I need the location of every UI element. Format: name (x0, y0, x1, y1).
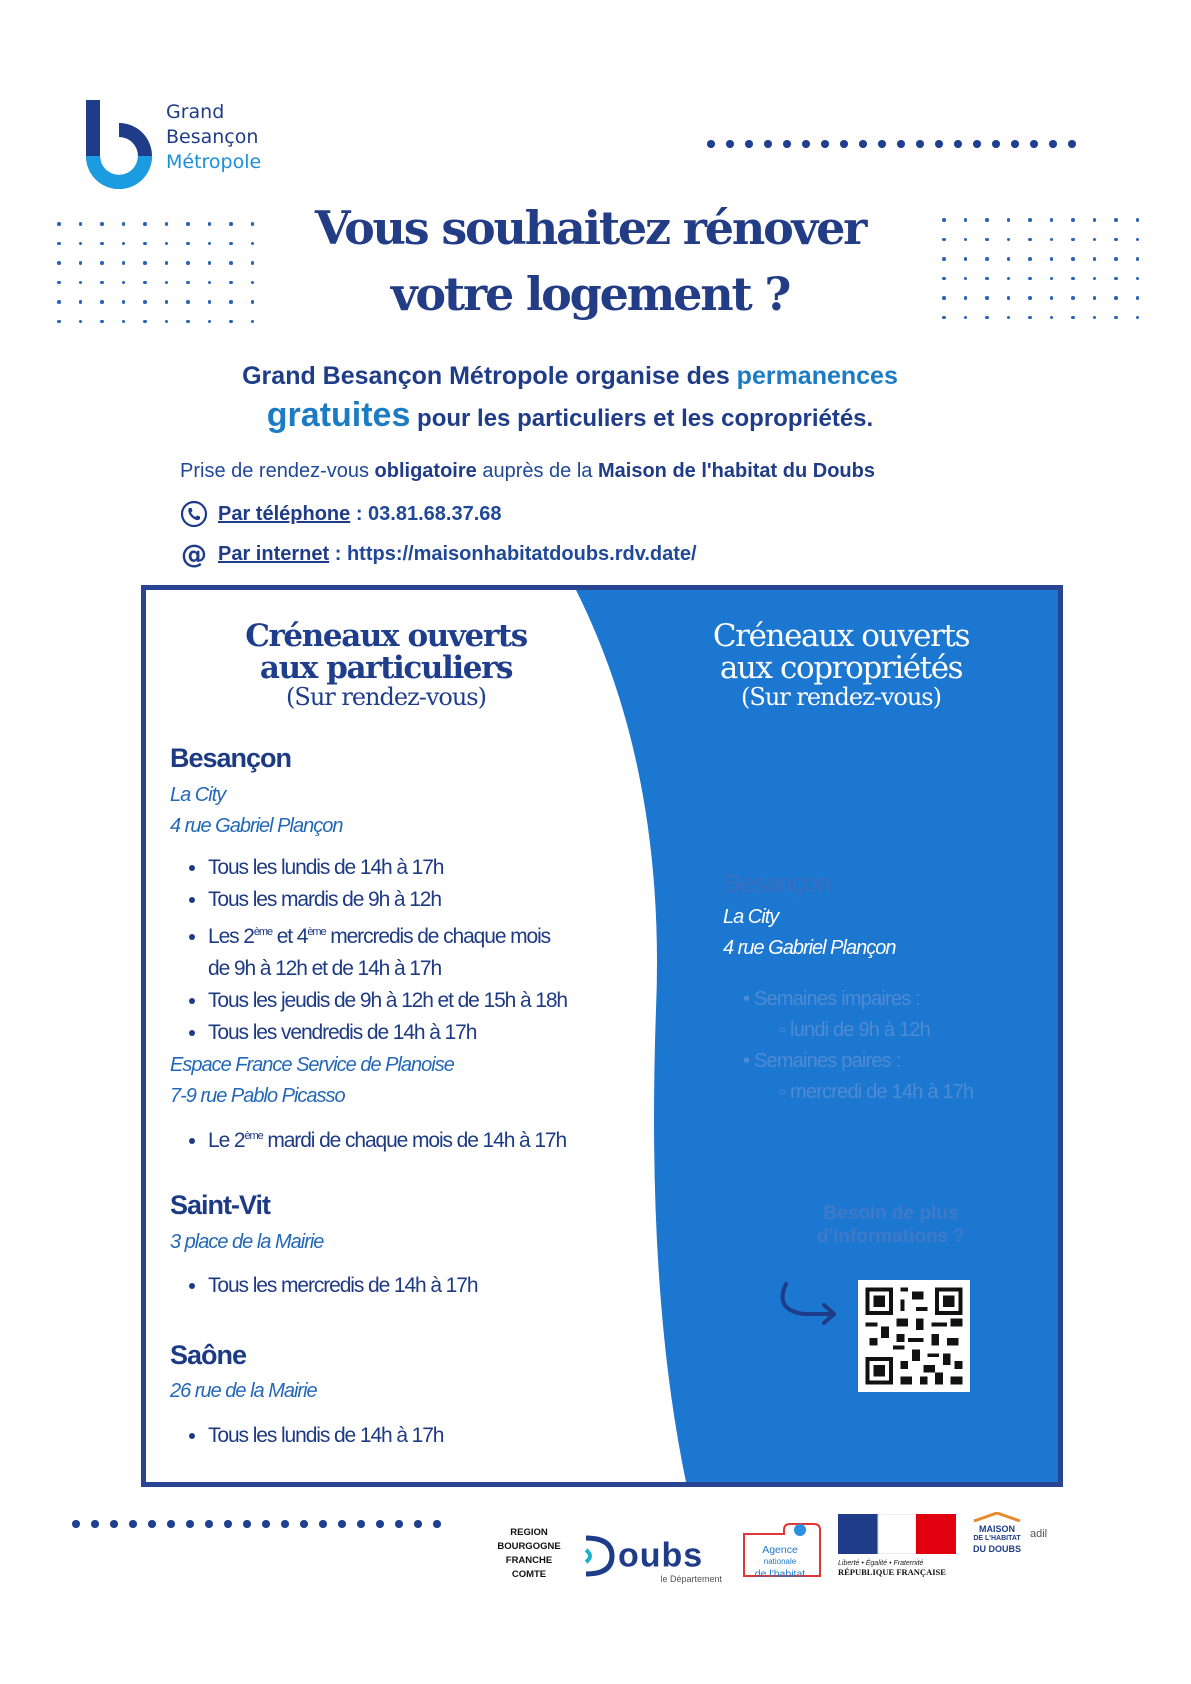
phone-number-link[interactable]: 03.81.68.37.68 (368, 502, 502, 525)
mhd-line-2: DE L'HABITAT (973, 1535, 1021, 1542)
copro-even-weeks: • Semaines paires : (743, 1050, 901, 1072)
rf-motto: Liberté • Égalité • Fraternité (838, 1560, 924, 1567)
schedule-panel (141, 585, 1063, 1487)
schedule-item: • Tous les mercredis de 14h à 17h (208, 1270, 477, 1302)
rf-name: RÉPUBLIQUE FRANÇAISE (838, 1567, 946, 1577)
adil-logo: adil (1030, 1528, 1048, 1540)
venue-planoise-name: Espace France Service de Planoise (170, 1054, 454, 1076)
mhd-line-3: DU DOUBS (972, 1544, 1021, 1554)
city-besancon: Besançon (170, 743, 292, 773)
schedule-la-city (186, 852, 567, 1049)
coproprietes-heading (651, 620, 1031, 711)
wed-text-a: Les 2 (208, 925, 254, 948)
rdv-text-mid: auprès de la (476, 460, 598, 482)
planoise-text-a: Le 2 (208, 1129, 245, 1152)
schedule-item: • Tous les jeudis de 9h à 12h et de 15h à 18h (208, 985, 567, 1017)
intro-gratuites: gratuites (266, 396, 411, 434)
phone-label: Par téléphone (218, 502, 351, 525)
schedule-item: • Tous les lundis de 14h à 17h (208, 852, 567, 884)
curved-arrow-icon (774, 1280, 844, 1330)
wed-text-b: et 4 (271, 925, 308, 948)
venue-la-city (170, 780, 342, 842)
planoise-text-b: mardi de chaque mois de 14h à 17h (262, 1129, 567, 1152)
decorative-dot-row-top (707, 140, 1076, 148)
city-saone: Saône (170, 1340, 247, 1370)
appointment-notice (180, 460, 875, 483)
wed-sup-2: ème (307, 926, 326, 938)
doubs-text: oubs (618, 1536, 704, 1575)
more-info-line-2: d'informations ? (816, 1226, 966, 1247)
intro-text-end: pour les particuliers et les copropriétés. (410, 405, 874, 432)
phone-icon (180, 500, 208, 528)
particuliers-subtitle: (Sur rendez-vous) (286, 683, 486, 711)
anah-line-2: nationale (763, 1557, 797, 1566)
coproprietes-title-1: Créneaux ouverts (712, 618, 970, 654)
rdv-organisation: Maison de l'habitat du Doubs (597, 460, 875, 482)
even-weeks-label: Semaines paires : (753, 1050, 901, 1072)
contact-web (180, 540, 697, 568)
booking-website-link[interactable]: https://maisonhabitatdoubs.rdv.date/ (346, 542, 697, 565)
copro-schedule (743, 984, 973, 1108)
grand-besancon-logo-mark (86, 100, 152, 190)
schedule-item-wednesday (208, 916, 567, 985)
particuliers-heading (226, 620, 546, 711)
schedule-item: • Tous les vendredis de 14h à 17h (208, 1017, 567, 1049)
intro-permanences: permanences (736, 362, 898, 390)
title-line-2: votre logement ? (390, 267, 790, 321)
venue-planoise-address: 7-9 rue Pablo Picasso (170, 1085, 345, 1107)
mhd-line-1: MAISON (979, 1524, 1015, 1534)
particuliers-title-1: Créneaux ouverts (245, 618, 527, 654)
grand-besancon-logo-text (166, 100, 261, 175)
marianne-flag-icon (838, 1514, 956, 1554)
venue-la-city-name: La City (170, 784, 226, 806)
doubs-departement-logo (582, 1534, 722, 1584)
rdv-text: Prise de rendez-vous (180, 460, 375, 482)
particuliers-title-2: aux particuliers (259, 650, 513, 686)
copro-odd-weeks: • Semaines impaires : (743, 988, 920, 1010)
logo-line-1: Grand (166, 101, 225, 123)
intro-line-1 (120, 362, 1020, 391)
saint-vit-address: 3 place de la Mairie (170, 1231, 324, 1253)
more-info-line-1: Besoin de plus (823, 1203, 959, 1224)
decorative-dot-row-bottom (72, 1520, 441, 1528)
venue-la-city-address: 4 rue Gabriel Plançon (170, 815, 343, 837)
roof-icon (972, 1512, 1022, 1522)
doubs-subtitle: le Département (660, 1574, 722, 1584)
anah-line-3: de l'habitat (754, 1568, 806, 1580)
coproprietes-title-2: aux copropriétés (719, 650, 963, 686)
schedule-item (208, 1120, 566, 1157)
copro-venue (723, 902, 895, 964)
anah-line-1: Agence (762, 1544, 798, 1556)
qr-code-icon[interactable] (858, 1280, 970, 1392)
odd-weeks-label: Semaines impaires : (753, 988, 920, 1010)
at-sign-icon (180, 540, 208, 568)
anah-logo (740, 1520, 830, 1580)
schedule-saone (186, 1420, 443, 1452)
region-bfc-logo (490, 1526, 568, 1582)
title-line-1: Vous souhaitez rénover (314, 201, 866, 255)
more-info-text (796, 1202, 986, 1248)
doubs-d-icon (582, 1534, 618, 1578)
wed-text-d: de 9h à 12h et de 14h à 17h (208, 957, 442, 980)
schedule-item: • Tous les lundis de 14h à 17h (208, 1420, 443, 1452)
web-label: Par internet (218, 542, 330, 565)
copro-city-besancon: Besançon (723, 868, 831, 898)
even-slot-label: mercredi de 14h à 17h (790, 1081, 974, 1103)
copro-even-slot: ◦ mercredi de 14h à 17h (779, 1081, 974, 1103)
region-line-1: REGION (510, 1527, 548, 1538)
copro-venue-name: La City (723, 906, 779, 928)
republique-francaise-logo (838, 1514, 956, 1577)
copro-odd-slot: ◦ lundi de 9h à 12h (779, 1019, 930, 1041)
maison-habitat-doubs-logo (972, 1512, 1022, 1554)
logo-line-3: Métropole (166, 151, 262, 173)
schedule-saint-vit (186, 1270, 477, 1302)
logo-line-2: Besançon (166, 126, 259, 148)
schedule-planoise (186, 1120, 566, 1157)
copro-venue-address: 4 rue Gabriel Plançon (723, 937, 896, 959)
intro-text: Grand Besançon Métropole organise des (242, 362, 737, 390)
coproprietes-subtitle: (Sur rendez-vous) (741, 683, 941, 711)
region-line-2: BOURGOGNE (497, 1541, 561, 1552)
rdv-obligatoire: obligatoire (374, 460, 477, 482)
decorative-dot-grid-right (942, 218, 1157, 319)
venue-planoise (170, 1050, 454, 1112)
city-saint-vit: Saint-Vit (170, 1190, 271, 1220)
page-title (240, 195, 940, 327)
svg-text:@: @ (181, 540, 207, 568)
planoise-sup: ème (244, 1130, 263, 1142)
wed-text-c: mercredis de chaque mois (325, 925, 551, 948)
region-line-4: COMTE (511, 1569, 547, 1580)
schedule-item: • Tous les mardis de 9h à 12h (208, 884, 567, 916)
contact-phone (180, 500, 502, 528)
region-line-3: FRANCHE (505, 1555, 553, 1566)
intro-line-2 (120, 396, 1020, 435)
wed-sup-1: ème (253, 926, 272, 938)
odd-slot-label: lundi de 9h à 12h (790, 1019, 930, 1041)
saone-address: 26 rue de la Mairie (170, 1380, 317, 1402)
phone-separator: : (350, 502, 369, 525)
web-separator: : (329, 542, 347, 565)
